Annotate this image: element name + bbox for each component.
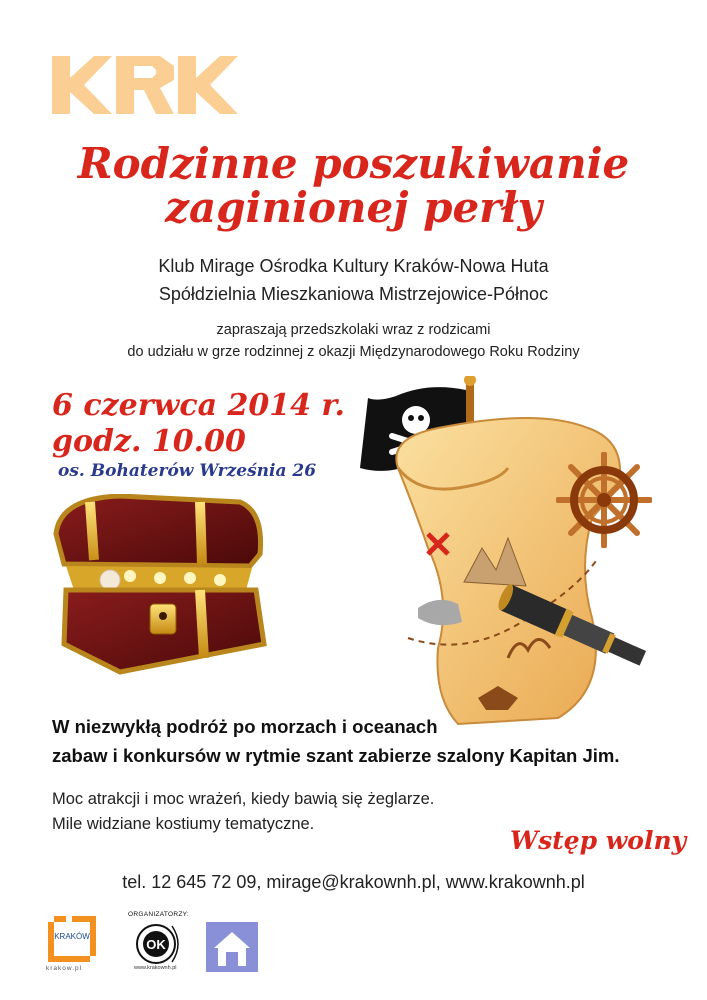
- event-date: 6 czerwca 2014 r.: [52, 388, 345, 423]
- invitation-line-1: zapraszają przedszkolaki wraz z rodzicami: [216, 322, 491, 338]
- title-line-2: zaginionej perły: [165, 183, 542, 232]
- ship-wheel-illustration: [556, 452, 652, 548]
- description-bold-line-1: W niezwykłą podróż po morzach i oceanach: [52, 716, 438, 737]
- organizer-line-2: Spółdzielnia Mieszkaniowa Mistrzejowice-Północ: [158, 284, 549, 304]
- krakow-logo: [46, 914, 98, 964]
- krakow-caption: krakow.pl: [46, 965, 83, 972]
- housing-cooperative-logo: [206, 922, 258, 972]
- description-line-2: Mile widziane kostiumy tematyczne.: [52, 815, 315, 833]
- contact-info: tel. 12 645 72 09, mirage@krakownh.pl, www.krakownh.pl: [122, 872, 585, 892]
- treasure-map-illustration: [378, 398, 670, 728]
- treasure-chest-illustration: [50, 494, 272, 680]
- invitation-line-2: do udziału w grze rodzinnej z okazji Międzynarodowego Roku Rodziny: [127, 344, 580, 360]
- title-line-1: Rodzinne poszukiwanie: [77, 139, 630, 188]
- description-line-1: Moc atrakcji i moc wrażeń, kiedy bawią się żeglarze.: [52, 790, 435, 808]
- okc-caption: www.krakownh.pl: [134, 965, 177, 971]
- page-title: [0, 139, 707, 232]
- telescope-illustration: [492, 584, 656, 678]
- event-date-time: [52, 388, 345, 460]
- krakow-logo-text: KRAKÓW: [54, 932, 90, 941]
- organizer-line-1: Klub Mirage Ośrodka Kultury Kraków-Nowa Huta: [158, 256, 549, 276]
- okc-logo-text: OK: [146, 937, 166, 952]
- krk-logo: [52, 56, 238, 114]
- event-address: os. Bohaterów Września 26: [58, 461, 317, 481]
- event-time: godz. 10.00: [52, 424, 246, 459]
- okc-logo: [134, 922, 184, 966]
- description-bold-line-2: zabaw i konkursów w rytmie szant zabierze szalony Kapitan Jim.: [52, 745, 620, 766]
- organizers-label: ORGANIZATORZY:: [128, 911, 190, 918]
- free-entry-note: Wstęp wolny: [510, 826, 687, 855]
